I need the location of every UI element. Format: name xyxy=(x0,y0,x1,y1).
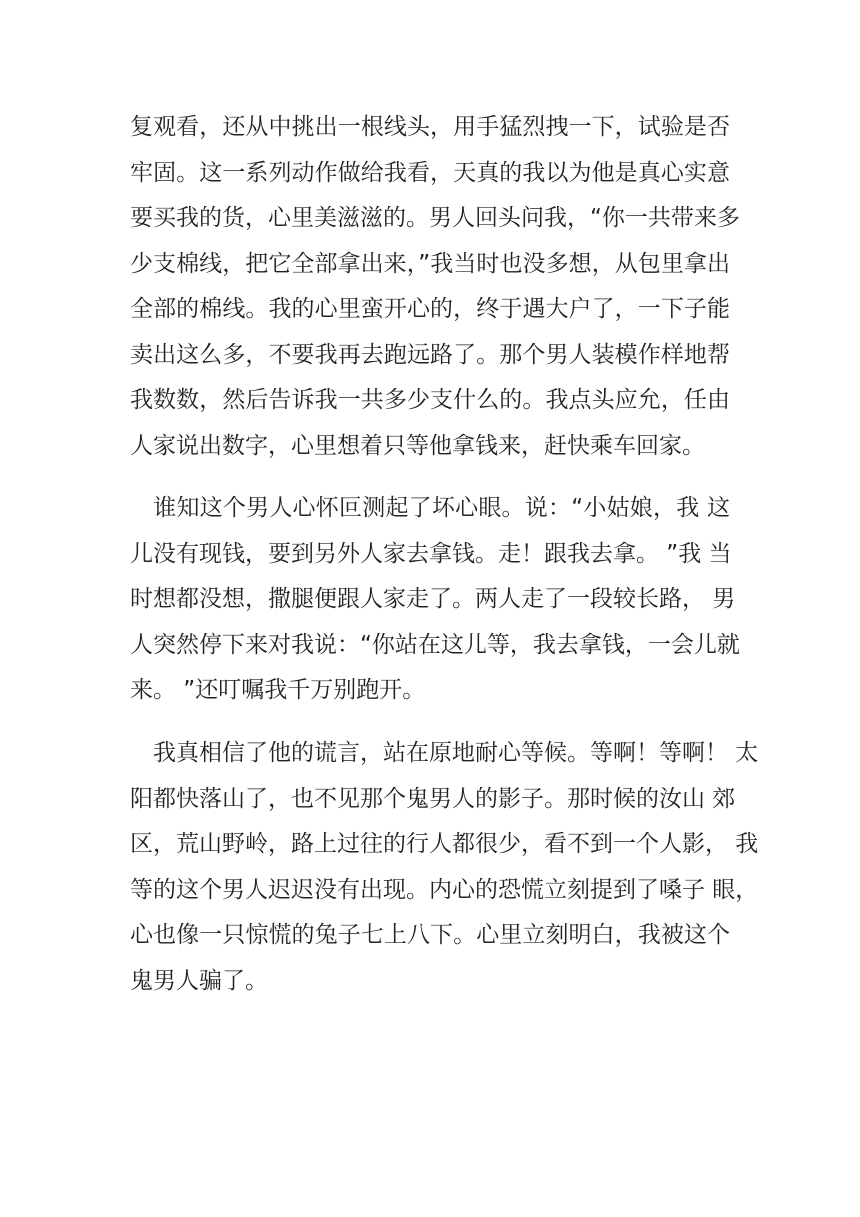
text-line: 阳都快落山了，也不见那个鬼男人的影子。那时候的汝山 郊 xyxy=(130,785,736,812)
text-line: 牢固。这一系列动作做给我看，天真的我以为他是真心实意 xyxy=(130,159,730,186)
text-line: 少支棉线，把它全部拿出来，”我当时也没多想，从包里拿出 xyxy=(130,250,730,277)
text-line: 人突然停下来对我说：“你站在这儿等，我去拿钱，一会儿就 xyxy=(130,631,740,658)
text-line: 谁知这个男人心怀叵测起了坏心眼。说：“小姑娘，我 这 xyxy=(130,495,730,521)
text-line: 鬼男人骗了。 xyxy=(130,967,268,994)
text-line: 卖出这么多，不要我再去跑远路了。那个男人装模作样地帮 xyxy=(130,341,730,368)
paragraph-2 xyxy=(130,486,740,714)
paragraph-3 xyxy=(130,731,759,1004)
text-line: 要买我的货，心里美滋滋的。男人回头问我，“你一共带来多 xyxy=(130,205,740,231)
text-line: 人家说出数字，心里想着只等他拿钱来，赶快乘车回家。 xyxy=(130,432,705,459)
text-line: 心也像一只惊慌的兔子七上八下。心里立刻明白，我被这个 xyxy=(130,922,730,948)
text-line: 复观看，还从中挑出一根线头，用手猛烈拽一下，试验是否 xyxy=(130,114,730,140)
text-line: 我真相信了他的谎言，站在原地耐心等候。等啊！等啊！ 太 xyxy=(130,740,759,766)
text-line: 我数数，然后告诉我一共多少支什么的。我点头应允，任由 xyxy=(130,387,730,413)
text-line: 等的这个男人迟迟没有出现。内心的恐慌立刻提到了嗓子 眼， xyxy=(130,876,759,903)
text-line: 儿没有现钱，要到另外人家去拿钱。走！跟我去拿。 ”我 当 xyxy=(130,540,732,567)
text-line: 来。 ”还叮嘱我千万别跑开。 xyxy=(130,677,426,703)
text-line: 时想都没想，撒腿便跟人家走了。两人走了一段较长路， 男 xyxy=(130,586,736,612)
paragraph-1 xyxy=(130,105,740,469)
text-line: 区，荒山野岭，路上过往的行人都很少，看不到一个人影， 我 xyxy=(130,831,759,857)
text-line: 全部的棉线。我的心里蛮开心的，终于遇大户了，一下子能 xyxy=(130,296,730,322)
